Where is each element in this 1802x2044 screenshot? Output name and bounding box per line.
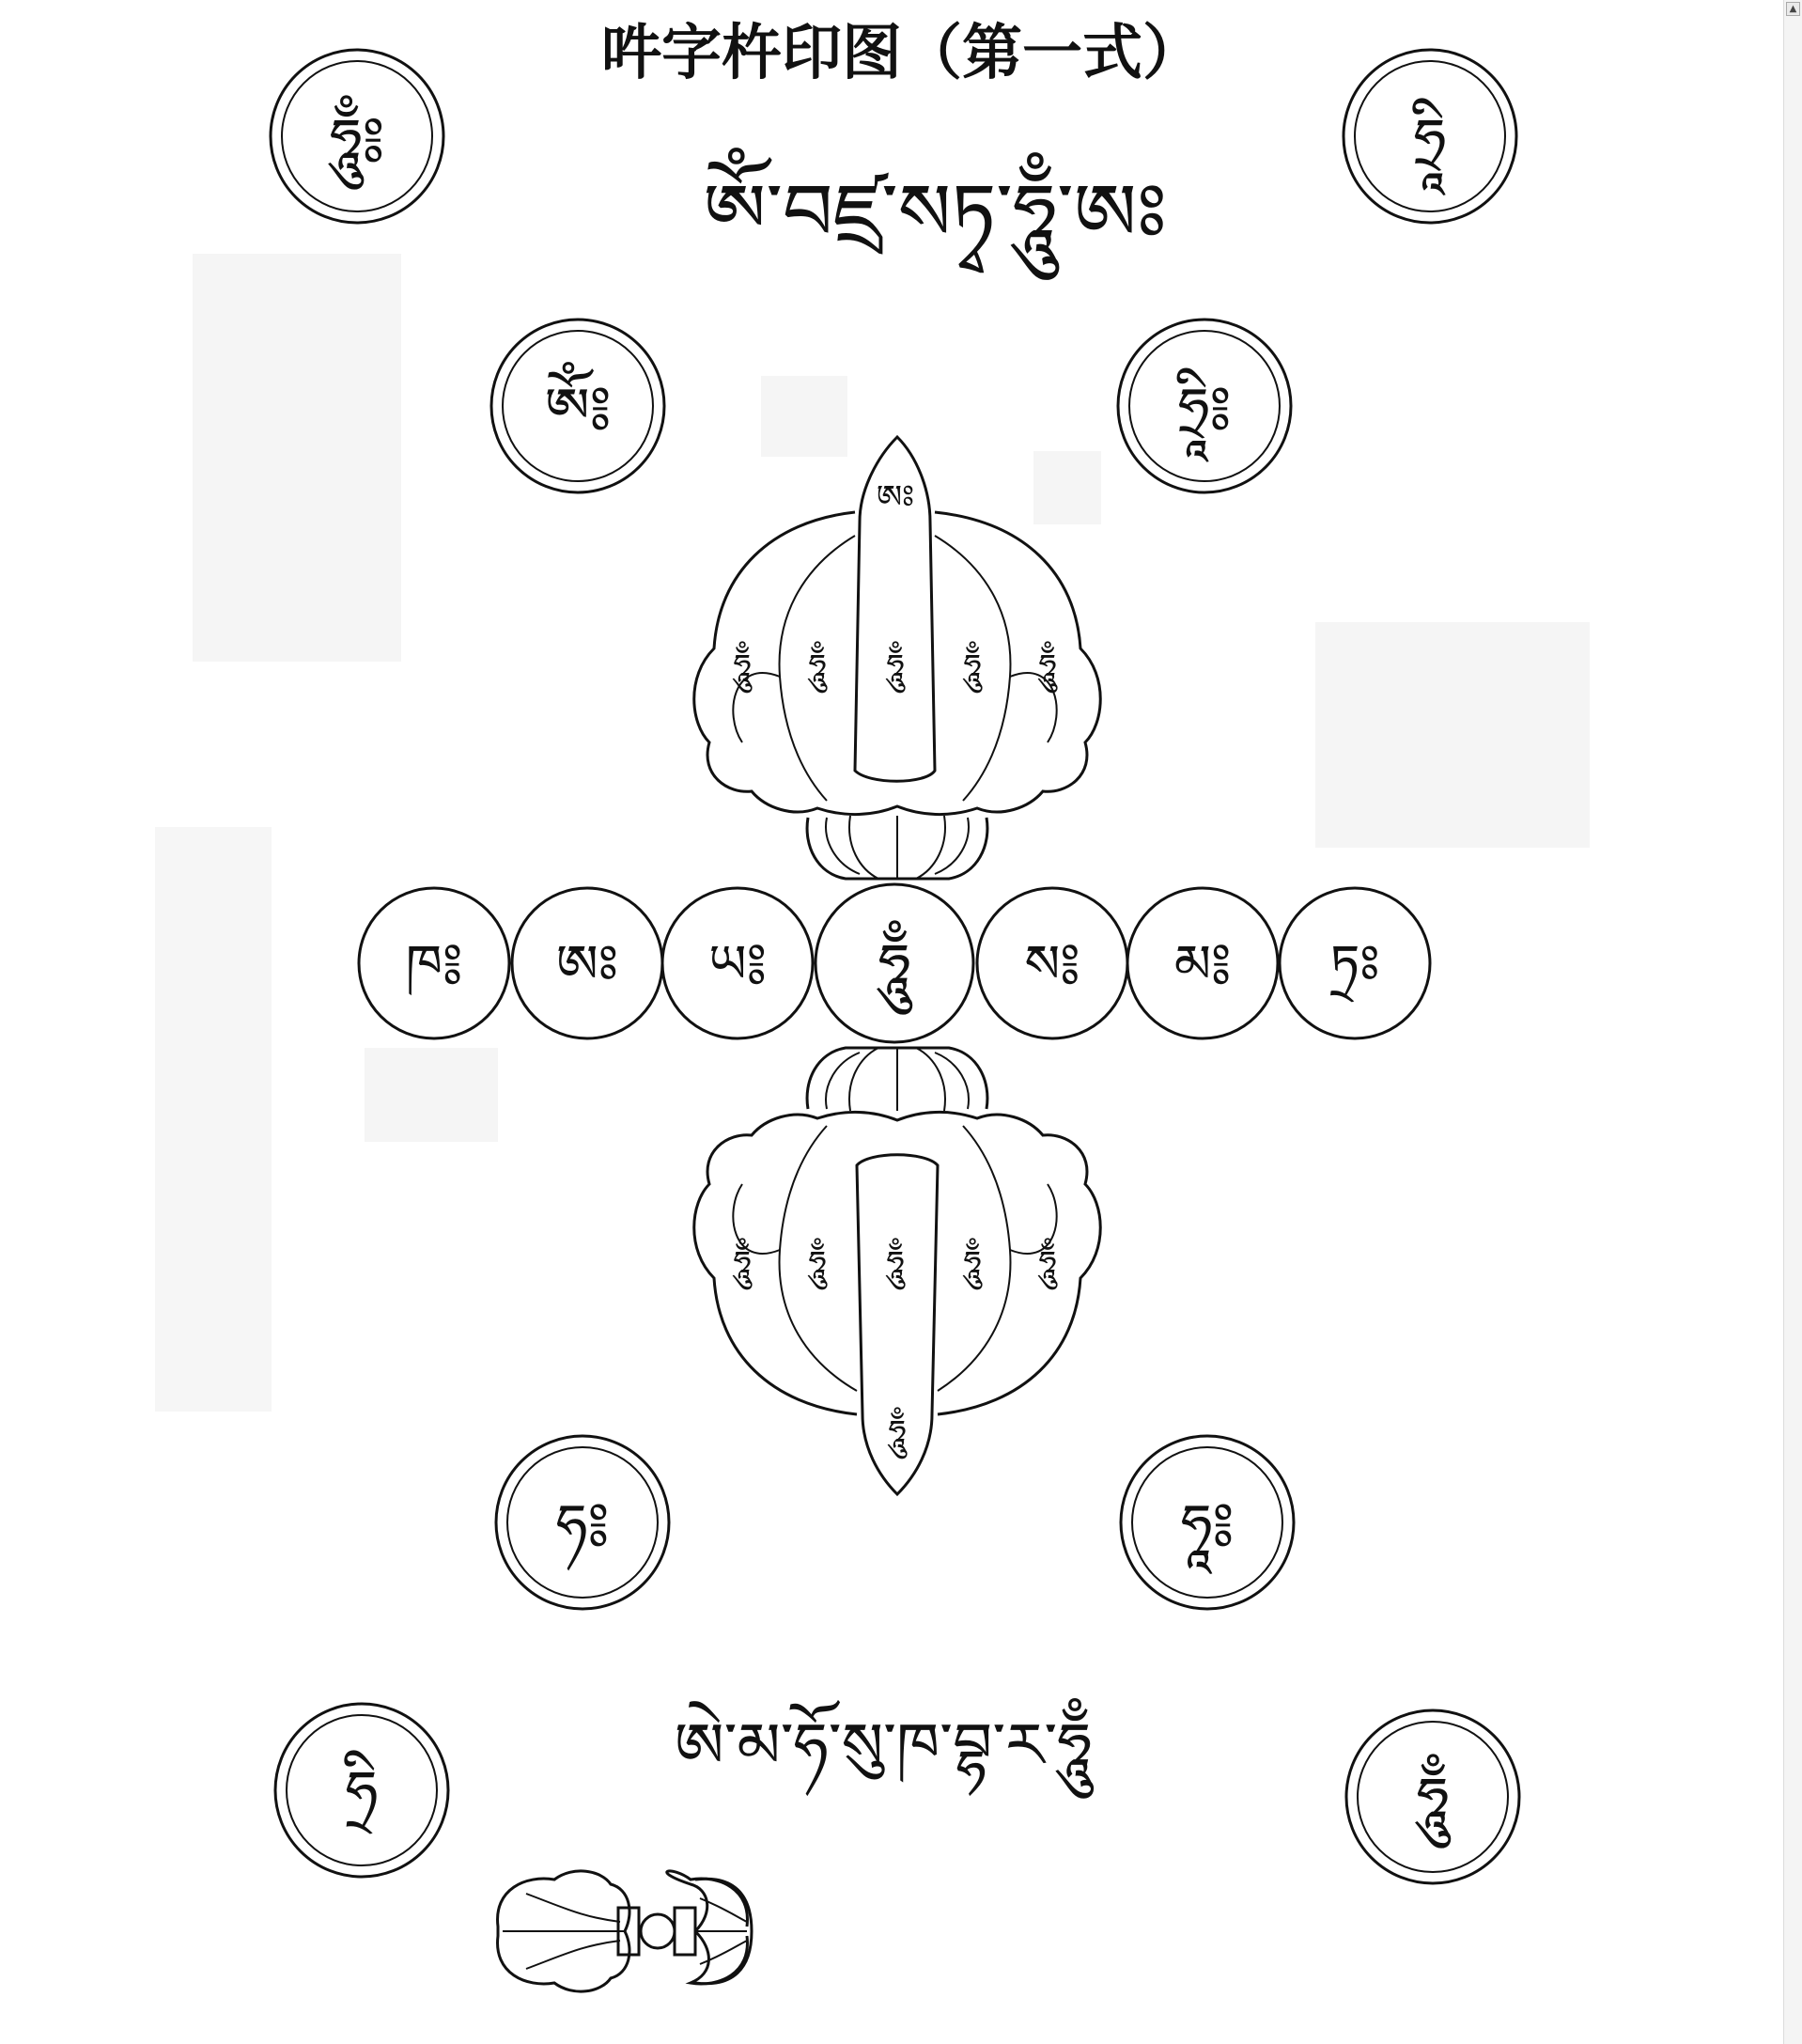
vertical-scrollbar[interactable] bbox=[1783, 0, 1802, 2044]
scroll-up-icon[interactable]: ▲ bbox=[1786, 2, 1800, 16]
inner-medallion-bottom-right bbox=[1121, 1436, 1294, 1609]
scan-smudge bbox=[1033, 451, 1101, 524]
prong-syllable: ཧཱུྃ bbox=[886, 1244, 905, 1282]
corner-medallion-bottom-left bbox=[275, 1704, 448, 1877]
medallion-syllable: ཧྲཱི༔ bbox=[1177, 376, 1232, 442]
corner-medallion-top-left bbox=[271, 50, 443, 223]
prong-syllable: ཧཱུྃ bbox=[733, 1244, 752, 1282]
scan-smudge bbox=[155, 827, 272, 1412]
medallion-syllable: ཨོཾ༔ bbox=[544, 376, 612, 442]
prong-syllable: ཨཿ bbox=[876, 478, 915, 516]
prong-syllable: ཧཱུྃ bbox=[888, 1413, 907, 1451]
row-syllable: མ༔ bbox=[1173, 934, 1232, 995]
prong-syllable: ཧཱུྃ bbox=[808, 648, 827, 685]
row-syllable: ཨཿ bbox=[555, 934, 619, 995]
row-syllable: ཡ༔ bbox=[708, 934, 767, 995]
medallion-syllable: ཧཱུྃ bbox=[1416, 1764, 1450, 1833]
diagram-title: 吽字杵印图（第一式） bbox=[601, 19, 1203, 88]
bottom-mantra: ཨེ་མ་ཧོ་སུ་ཁ་བྷ་ར་ཧཱུྃ bbox=[674, 1709, 1093, 1782]
scan-smudge bbox=[365, 1048, 498, 1142]
prong-syllable: ཧཱུྃ bbox=[963, 1244, 982, 1282]
syllable-row bbox=[359, 884, 1430, 1042]
prong-syllable: ཧཱུྃ bbox=[1038, 648, 1057, 685]
vajra-icon bbox=[498, 1871, 752, 1991]
medallion-syllable: ཧྲཱི bbox=[1413, 105, 1447, 174]
scan-smudge bbox=[761, 376, 847, 457]
prong-syllable: ཧཱུྃ bbox=[1038, 1244, 1057, 1282]
prong-syllable: ཧཱུྃ bbox=[733, 648, 752, 685]
lower-vajra-head bbox=[694, 1048, 1101, 1494]
medallion-syllable: ཧཱུྃ༔ bbox=[329, 105, 385, 174]
scan-smudge bbox=[193, 254, 401, 662]
row-syllable: ཧཱུྃ bbox=[878, 930, 911, 999]
prong-syllable: ཧཱུྃ bbox=[808, 1244, 827, 1282]
top-mantra: ཨོཾ་བཛྲ་སཏྭ་ཧཱུྃ་ཨཿ bbox=[703, 166, 1167, 258]
medallion-syllable: ཧ༔ bbox=[555, 1492, 610, 1558]
inner-medallion-top-left bbox=[491, 320, 664, 492]
inner-medallion-top-right bbox=[1118, 320, 1291, 492]
corner-medallion-bottom-right bbox=[1346, 1710, 1519, 1883]
row-syllable: ས༔ bbox=[1024, 934, 1080, 995]
medallion-syllable: ཧཱ༔ bbox=[1180, 1492, 1235, 1558]
prong-syllable: ཧཱུྃ bbox=[886, 648, 905, 685]
row-syllable: ཏྲཿ bbox=[1329, 934, 1380, 995]
corner-medallion-top-right bbox=[1344, 50, 1516, 223]
prong-syllable: ཧཱུྃ bbox=[963, 648, 982, 685]
inner-medallion-bottom-left bbox=[496, 1436, 669, 1609]
medallion-syllable: ཧྲི bbox=[345, 1757, 379, 1826]
row-syllable: ཁ༔ bbox=[405, 934, 463, 995]
scan-smudge bbox=[1315, 622, 1590, 848]
